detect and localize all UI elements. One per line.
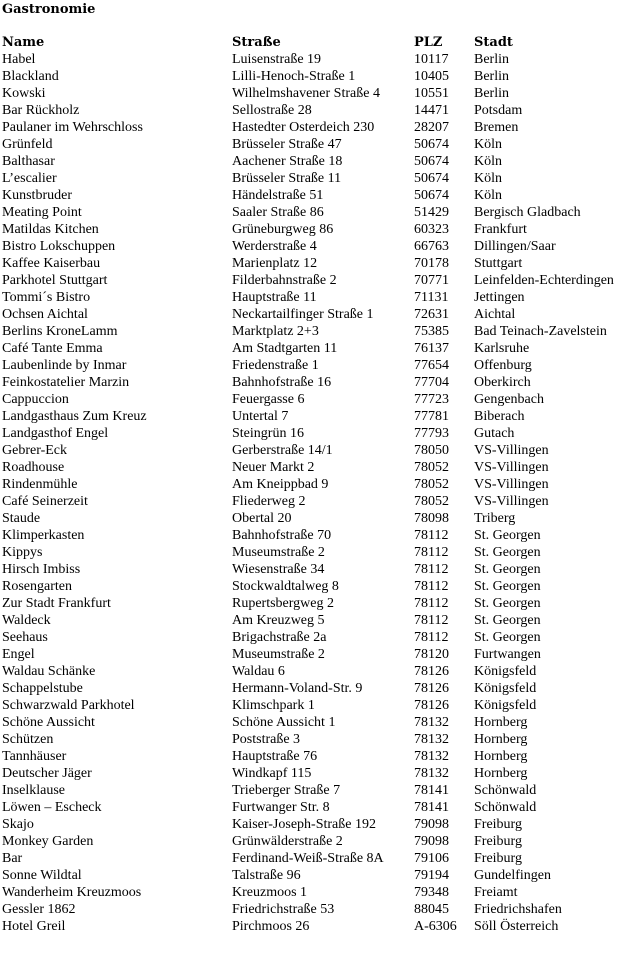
table-row [2, 187, 632, 204]
table-row [2, 272, 632, 289]
cell-street: Friedenstraße 1 [232, 358, 319, 373]
cell-city: Biberach [474, 409, 525, 424]
cell-street: Bahnhofstraße 16 [232, 375, 332, 390]
cell-plz: 78050 [414, 443, 449, 458]
cell-street: Steingrün 16 [232, 426, 304, 441]
cell-city: St. Georgen [474, 528, 541, 543]
cell-city: St. Georgen [474, 613, 541, 628]
cell-plz: 79194 [414, 868, 449, 883]
cell-street: Hermann-Voland-Str. 9 [232, 681, 363, 696]
cell-street: Am Kreuzweg 5 [232, 613, 325, 628]
cell-plz: 78052 [414, 494, 449, 509]
cell-street: Hauptstraße 76 [232, 749, 318, 764]
cell-street: Klimschpark 1 [232, 698, 315, 713]
cell-plz: 51429 [414, 205, 449, 220]
cell-plz: 50674 [414, 171, 449, 186]
column-header-street: Straße [232, 35, 281, 50]
table-row [2, 646, 632, 663]
cell-name: Gebrer-Eck [2, 443, 68, 458]
table-row [2, 918, 632, 935]
table-row [2, 714, 632, 731]
cell-street: Hauptstraße 11 [232, 290, 317, 305]
cell-street: Rupertsbergweg 2 [232, 596, 334, 611]
cell-name: Monkey Garden [2, 834, 94, 849]
cell-plz: 70178 [414, 256, 449, 271]
cell-plz: 77723 [414, 392, 449, 407]
cell-name: Landgasthof Engel [2, 426, 109, 441]
cell-street: Saaler Straße 86 [232, 205, 324, 220]
cell-city: Jettingen [474, 290, 525, 305]
cell-street: Pirchmoos 26 [232, 919, 310, 934]
table-row [2, 357, 632, 374]
cell-name: Skajo [2, 817, 34, 832]
cell-street: Trieberger Straße 7 [232, 783, 341, 798]
table-row [2, 663, 632, 680]
cell-name: Kunstbruder [2, 188, 72, 203]
table-row [2, 136, 632, 153]
table-row [2, 306, 632, 323]
cell-plz: 10551 [414, 86, 449, 101]
table-row [2, 527, 632, 544]
cell-city: Oberkirch [474, 375, 531, 390]
cell-name: Bar [2, 851, 23, 866]
cell-name: Landgasthaus Zum Kreuz [2, 409, 147, 424]
table-row [2, 323, 632, 340]
cell-name: Klimperkasten [2, 528, 85, 543]
table-row [2, 867, 632, 884]
table-row [2, 595, 632, 612]
cell-street: Werderstraße 4 [232, 239, 317, 254]
cell-name: Bistro Lokschuppen [2, 239, 116, 254]
cell-city: Schönwald [474, 783, 537, 798]
cell-street: Marienplatz 12 [232, 256, 318, 271]
table-row [2, 238, 632, 255]
cell-city: Königsfeld [474, 681, 537, 696]
cell-city: Berlin [474, 52, 509, 67]
cell-name: Engel [2, 647, 35, 662]
table-row [2, 765, 632, 782]
cell-name: Laubenlinde by Inmar [2, 358, 127, 373]
cell-street: Talstraße 96 [232, 868, 301, 883]
cell-street: Windkapf 115 [232, 766, 312, 781]
cell-city: St. Georgen [474, 579, 541, 594]
table-row [2, 204, 632, 221]
cell-street: Feuergasse 6 [232, 392, 305, 407]
cell-plz: 28207 [414, 120, 449, 135]
cell-plz: 78112 [414, 630, 449, 645]
cell-plz: 50674 [414, 154, 449, 169]
table-row [2, 612, 632, 629]
cell-plz: 78112 [414, 528, 449, 543]
cell-street: Wilhelmshavener Straße 4 [232, 86, 380, 101]
cell-city: Furtwangen [474, 647, 541, 662]
cell-name: Blackland [2, 69, 59, 84]
cell-city: Gutach [474, 426, 515, 441]
cell-plz: 76137 [414, 341, 449, 356]
cell-city: Dillingen/Saar [474, 239, 556, 254]
cell-name: Ochsen Aichtal [2, 307, 88, 322]
cell-name: Gessler 1862 [2, 902, 76, 917]
cell-name: Sonne Wildtal [2, 868, 82, 883]
cell-plz: 77781 [414, 409, 449, 424]
cell-city: Köln [474, 154, 502, 169]
cell-name: Berlins KroneLamm [2, 324, 118, 339]
cell-city: Berlin [474, 69, 509, 84]
cell-plz: 72631 [414, 307, 449, 322]
cell-name: Cappuccion [2, 392, 69, 407]
cell-plz: A-6306 [414, 919, 457, 934]
cell-street: Neuer Markt 2 [232, 460, 315, 475]
column-header-city: Stadt [474, 35, 513, 50]
table-row [2, 799, 632, 816]
cell-street: Ferdinand-Weiß-Straße 8A [232, 851, 384, 866]
table-row [2, 425, 632, 442]
table-row [2, 544, 632, 561]
cell-name: Roadhouse [2, 460, 65, 475]
cell-street: Grünwälderstraße 2 [232, 834, 343, 849]
table-row [2, 782, 632, 799]
cell-city: Freiburg [474, 851, 522, 866]
table-row [2, 340, 632, 357]
cell-street: Gerberstraße 14/1 [232, 443, 333, 458]
cell-street: Händelstraße 51 [232, 188, 324, 203]
cell-street: Friedrichstraße 53 [232, 902, 335, 917]
cell-city: Königsfeld [474, 664, 537, 679]
cell-street: Sellostraße 28 [232, 103, 312, 118]
cell-plz: 50674 [414, 188, 449, 203]
table-header-row [2, 34, 632, 51]
cell-city: Hornberg [474, 715, 528, 730]
cell-city: VS-Villingen [474, 460, 549, 475]
cell-plz: 78126 [414, 681, 449, 696]
cell-city: Söll Österreich [474, 919, 559, 934]
cell-plz: 78112 [414, 613, 449, 628]
cell-city: Berlin [474, 86, 509, 101]
cell-name: Feinkostatelier Marzin [2, 375, 130, 390]
cell-name: Habel [2, 52, 36, 67]
cell-name: Tannhäuser [2, 749, 67, 764]
table-row [2, 561, 632, 578]
cell-plz: 78098 [414, 511, 449, 526]
table-row [2, 884, 632, 901]
cell-name: Café Seinerzeit [2, 494, 88, 509]
table-row [2, 119, 632, 136]
cell-plz: 78120 [414, 647, 449, 662]
cell-street: Am Kneippbad 9 [232, 477, 329, 492]
cell-name: Schappelstube [2, 681, 83, 696]
cell-city: Hornberg [474, 732, 528, 747]
cell-street: Lilli-Henoch-Straße 1 [232, 69, 356, 84]
cell-city: St. Georgen [474, 630, 541, 645]
table-row [2, 748, 632, 765]
table-row [2, 255, 632, 272]
cell-name: Kaffee Kaiserbau [2, 256, 101, 271]
cell-name: Deutscher Jäger [2, 766, 92, 781]
cell-name: Schöne Aussicht [2, 715, 95, 730]
cell-city: Hornberg [474, 766, 528, 781]
cell-city: Köln [474, 171, 502, 186]
cell-city: Stuttgart [474, 256, 523, 271]
table-row [2, 578, 632, 595]
cell-name: Waldeck [2, 613, 51, 628]
table-row [2, 816, 632, 833]
cell-name: Balthasar [2, 154, 55, 169]
cell-street: Obertal 20 [232, 511, 292, 526]
cell-street: Poststraße 3 [232, 732, 301, 747]
cell-plz: 78126 [414, 698, 449, 713]
cell-plz: 78112 [414, 545, 449, 560]
cell-name: Schützen [2, 732, 54, 747]
table-row [2, 170, 632, 187]
table-row [2, 697, 632, 714]
cell-city: Köln [474, 137, 502, 152]
cell-city: Freiburg [474, 834, 522, 849]
cell-plz: 88045 [414, 902, 449, 917]
cell-street: Brüsseler Straße 47 [232, 137, 342, 152]
cell-city: Triberg [474, 511, 516, 526]
cell-street: Brigachstraße 2a [232, 630, 327, 645]
table-row [2, 442, 632, 459]
cell-city: Frankfurt [474, 222, 527, 237]
table-row [2, 493, 632, 510]
table-row [2, 629, 632, 646]
cell-name: Staude [2, 511, 41, 526]
cell-plz: 50674 [414, 137, 449, 152]
cell-city: Bergisch Gladbach [474, 205, 581, 220]
table-row [2, 391, 632, 408]
cell-street: Brüsseler Straße 11 [232, 171, 342, 186]
cell-plz: 75385 [414, 324, 449, 339]
table-row [2, 221, 632, 238]
cell-street: Hastedter Osterdeich 230 [232, 120, 375, 135]
table-row [2, 510, 632, 527]
cell-plz: 78132 [414, 766, 449, 781]
cell-city: Offenburg [474, 358, 532, 373]
cell-plz: 71131 [414, 290, 449, 305]
table-row [2, 85, 632, 102]
cell-name: Waldau Schänke [2, 664, 96, 679]
table-row [2, 459, 632, 476]
cell-street: Bahnhofstraße 70 [232, 528, 332, 543]
cell-name: Kowski [2, 86, 46, 101]
cell-plz: 78112 [414, 562, 449, 577]
table-row [2, 731, 632, 748]
cell-plz: 78141 [414, 783, 449, 798]
cell-plz: 78132 [414, 732, 449, 747]
cell-name: Rindenmühle [2, 477, 78, 492]
cell-city: Gengenbach [474, 392, 544, 407]
gastronomy-table [2, 34, 632, 935]
cell-plz: 10117 [414, 52, 449, 67]
page-title: Gastronomie [2, 2, 96, 17]
cell-city: Bad Teinach-Zavelstein [474, 324, 607, 339]
cell-street: Filderbahnstraße 2 [232, 273, 337, 288]
table-row [2, 289, 632, 306]
cell-street: Stockwaldtalweg 8 [232, 579, 339, 594]
cell-plz: 78112 [414, 596, 449, 611]
cell-city: Gundelfingen [474, 868, 551, 883]
cell-name: Rosengarten [2, 579, 72, 594]
cell-plz: 78126 [414, 664, 449, 679]
cell-street: Neckartailfinger Straße 1 [232, 307, 374, 322]
cell-plz: 79348 [414, 885, 449, 900]
cell-street: Fliederweg 2 [232, 494, 306, 509]
cell-plz: 14471 [414, 103, 449, 118]
cell-street: Furtwanger Str. 8 [232, 800, 330, 815]
cell-street: Grüneburgweg 86 [232, 222, 334, 237]
cell-plz: 77793 [414, 426, 449, 441]
table-row [2, 102, 632, 119]
cell-name: Meating Point [2, 205, 82, 220]
cell-street: Kreuzmoos 1 [232, 885, 308, 900]
cell-street: Luisenstraße 19 [232, 52, 322, 67]
cell-name: Seehaus [2, 630, 48, 645]
cell-street: Waldau 6 [232, 664, 285, 679]
table-row [2, 374, 632, 391]
cell-name: Café Tante Emma [2, 341, 103, 356]
cell-name: Inselklause [2, 783, 65, 798]
cell-street: Museumstraße 2 [232, 545, 325, 560]
cell-city: Freiamt [474, 885, 518, 900]
table-row [2, 408, 632, 425]
cell-name: Tommi´s Bistro [2, 290, 91, 305]
table-row [2, 153, 632, 170]
cell-name: Wanderheim Kreuzmoos [2, 885, 142, 900]
cell-city: VS-Villingen [474, 494, 549, 509]
table-row [2, 901, 632, 918]
cell-name: Grünfeld [2, 137, 53, 152]
cell-city: Freiburg [474, 817, 522, 832]
cell-plz: 79098 [414, 834, 449, 849]
cell-city: Potsdam [474, 103, 523, 118]
cell-name: Löwen – Escheck [2, 800, 102, 815]
table-row [2, 833, 632, 850]
table-row [2, 680, 632, 697]
cell-plz: 66763 [414, 239, 449, 254]
cell-name: Bar Rückholz [2, 103, 80, 118]
cell-plz: 10405 [414, 69, 449, 84]
cell-city: VS-Villingen [474, 477, 549, 492]
cell-plz: 60323 [414, 222, 449, 237]
cell-city: Hornberg [474, 749, 528, 764]
cell-city: Friedrichshafen [474, 902, 562, 917]
cell-street: Marktplatz 2+3 [232, 324, 319, 339]
cell-name: L’escalier [2, 171, 57, 186]
cell-street: Untertal 7 [232, 409, 289, 424]
column-header-name: Name [2, 35, 45, 50]
column-header-plz: PLZ [414, 35, 443, 50]
cell-plz: 70771 [414, 273, 449, 288]
cell-plz: 79106 [414, 851, 449, 866]
cell-city: Köln [474, 188, 502, 203]
cell-name: Schwarzwald Parkhotel [2, 698, 135, 713]
cell-name: Zur Stadt Frankfurt [2, 596, 111, 611]
cell-city: Königsfeld [474, 698, 537, 713]
cell-name: Hotel Greil [2, 919, 66, 934]
cell-city: Bremen [474, 120, 519, 135]
cell-city: St. Georgen [474, 562, 541, 577]
cell-name: Parkhotel Stuttgart [2, 273, 108, 288]
cell-name: Matildas Kitchen [2, 222, 99, 237]
cell-city: Karlsruhe [474, 341, 530, 356]
table-row [2, 51, 632, 68]
table-row [2, 850, 632, 867]
cell-street: Kaiser-Joseph-Straße 192 [232, 817, 376, 832]
cell-street: Museumstraße 2 [232, 647, 325, 662]
cell-city: St. Georgen [474, 596, 541, 611]
cell-street: Aachener Straße 18 [232, 154, 343, 169]
cell-name: Hirsch Imbiss [2, 562, 81, 577]
cell-plz: 78132 [414, 749, 449, 764]
cell-city: Leinfelden-Echterdingen [474, 273, 614, 288]
cell-city: St. Georgen [474, 545, 541, 560]
cell-plz: 79098 [414, 817, 449, 832]
cell-name: Kippys [2, 545, 43, 560]
cell-street: Am Stadtgarten 11 [232, 341, 338, 356]
cell-plz: 78141 [414, 800, 449, 815]
cell-city: Schönwald [474, 800, 537, 815]
cell-street: Wiesenstraße 34 [232, 562, 325, 577]
cell-plz: 78132 [414, 715, 449, 730]
cell-plz: 77654 [414, 358, 449, 373]
table-row [2, 68, 632, 85]
cell-plz: 77704 [414, 375, 449, 390]
cell-city: Aichtal [474, 307, 516, 322]
cell-street: Schöne Aussicht 1 [232, 715, 336, 730]
cell-city: VS-Villingen [474, 443, 549, 458]
cell-plz: 78052 [414, 477, 449, 492]
cell-plz: 78052 [414, 460, 449, 475]
cell-name: Paulaner im Wehrschloss [2, 120, 143, 135]
cell-plz: 78112 [414, 579, 449, 594]
table-row [2, 476, 632, 493]
